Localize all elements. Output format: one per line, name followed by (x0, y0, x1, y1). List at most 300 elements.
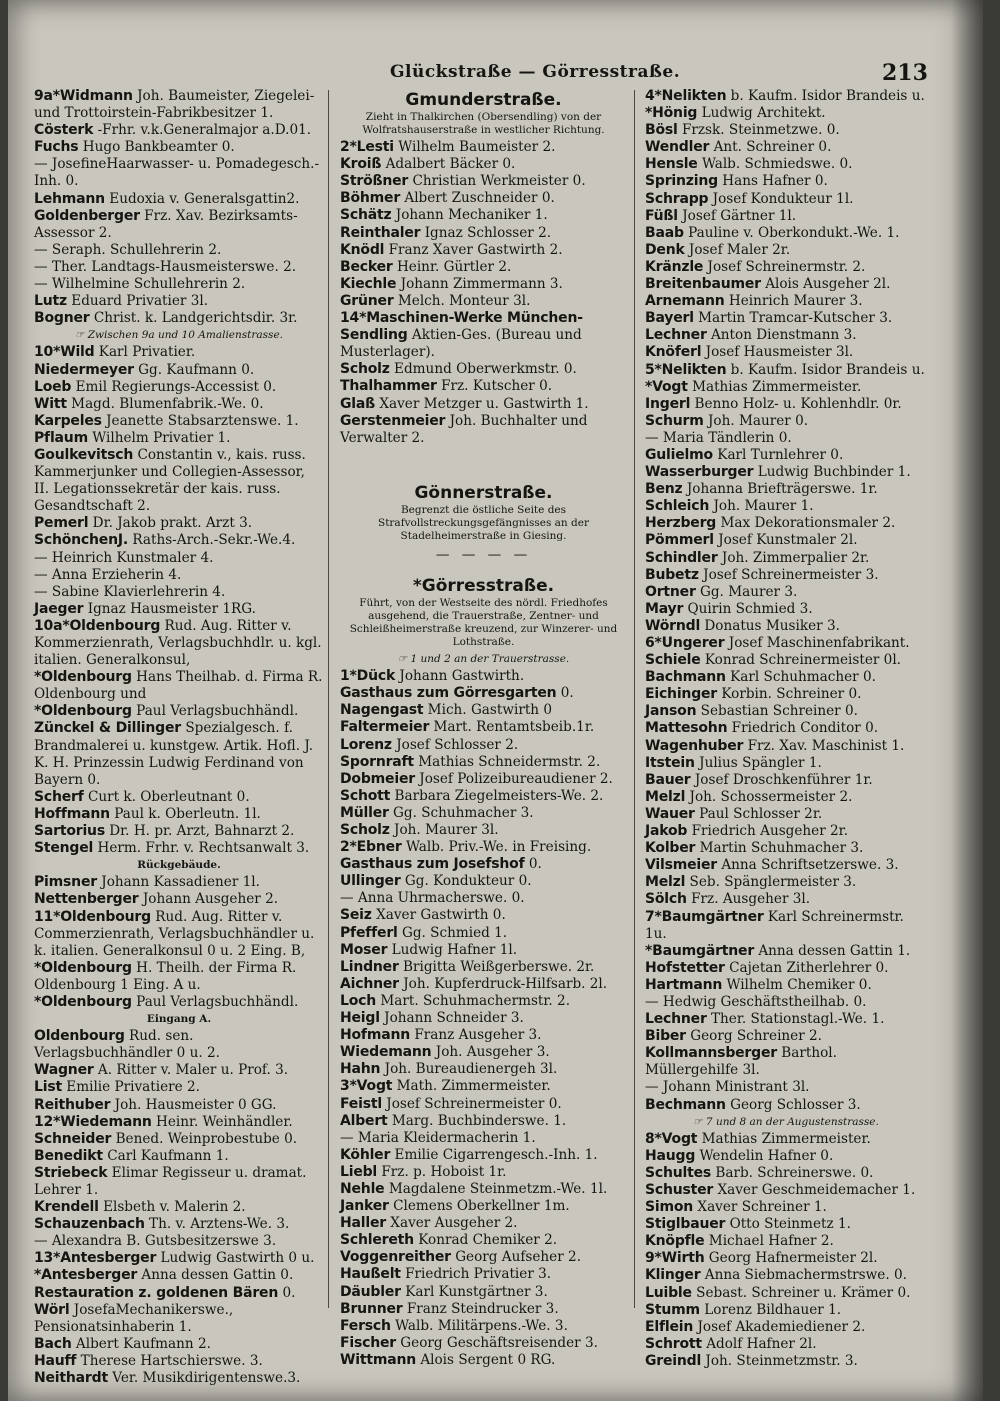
directory-entry (340, 242, 627, 259)
entry-name: *Oldenbourg (34, 993, 132, 1010)
directory-entry (645, 584, 927, 601)
entry-name: Denk (645, 241, 685, 258)
directory-entry (340, 1130, 627, 1147)
directory-entry (645, 242, 927, 259)
entry-detail: Mathias Schneidermstr. 2. (418, 753, 601, 770)
directory-entry (34, 259, 324, 276)
entry-name: Oldenbourg (34, 1028, 125, 1045)
entry-detail: Mart. Schuhmachermstr. 2. (380, 992, 571, 1009)
entry-name: Dobmeier (340, 770, 415, 787)
entry-detail: Karl Schreinermstr. 1u. (645, 908, 904, 942)
entry-name: Bachmann (645, 669, 726, 686)
entry-detail: Josef Gärtner 1l. (682, 207, 797, 224)
directory-page (8, 0, 983, 1401)
directory-entry (645, 738, 927, 755)
entry-detail: Joh. Zimmerpalier 2r. (721, 549, 870, 566)
entry-name: Itstein (645, 754, 695, 771)
entry-detail: Ignaz Hausmeister 1RG. (87, 600, 256, 617)
entry-name: Schiele (645, 652, 701, 669)
entry-detail: Wilhelm Baumeister 2. (398, 139, 556, 156)
entry-detail: Xaver Metzger u. Gastwirth 1. (379, 395, 589, 412)
directory-entry (340, 1113, 627, 1130)
entry-detail: Josef Schreinermeister 0. (386, 1095, 562, 1112)
entry-detail: Joh. Bureaudienergeh 3l. (384, 1061, 558, 1078)
entry-name: *Vogt (645, 378, 688, 395)
entry-name: Loeb (34, 378, 72, 395)
entry-detail: Albert Zuschneider 0. (404, 190, 555, 207)
directory-entry (645, 601, 927, 618)
entry-detail: Gg. Schmied 1. (401, 924, 508, 941)
subsection-label: Eingang A. (146, 1013, 212, 1026)
entry-detail: Heinrich Maurer 3. (728, 293, 863, 310)
directory-entry (645, 1353, 927, 1370)
entry-detail: Josef Kondukteur 1l. (712, 190, 854, 207)
entry-name: Füßl (645, 207, 678, 224)
directory-entry (340, 1335, 627, 1352)
entry-detail: Wendelin Hafner 0. (699, 1147, 834, 1164)
directory-entry (340, 293, 627, 310)
entry-name: Schrapp (645, 190, 709, 207)
entry-name: Ingerl (645, 395, 691, 412)
entry-detail: Xaver Schreiner 1. (697, 1199, 827, 1216)
entry-detail: Hans Theilhab. d. Firma R. Oldenbourg und (34, 669, 323, 703)
entry-name: Schrott (645, 1335, 702, 1352)
entry-name: Nagengast (340, 702, 424, 719)
directory-entry (340, 719, 627, 736)
directory-entry (340, 361, 627, 378)
directory-entry (340, 788, 627, 805)
entry-detail: Johann Mechaniker 1. (395, 207, 548, 224)
entry-detail: Ther. Stationstagl.-We. 1. (710, 1011, 885, 1028)
entry-detail: — Wilhelmine Schullehrerin 2. (34, 276, 246, 293)
entry-name: Fischer (340, 1334, 396, 1351)
directory-entry (340, 668, 627, 685)
entry-detail: Frz. p. Hoboist 1r. (381, 1163, 507, 1180)
entry-name: Wasserburger (645, 464, 754, 481)
entry-name: Schuster (645, 1182, 714, 1198)
directory-entry (34, 362, 324, 379)
directory-entry (645, 498, 927, 515)
entry-name: Cösterk (34, 122, 94, 139)
entry-name: Glaß (340, 395, 376, 412)
entry-detail: Joh. Maurer 3l. (394, 822, 499, 838)
entry-detail: H. Theilh. der Firma R. Oldenbourg 1 Eing. A u. (34, 959, 297, 993)
entry-detail: Gg. Kaufmann 0. (138, 361, 255, 378)
entry-detail: Adolf Hafner 2l. (706, 1335, 817, 1352)
directory-entry (645, 618, 927, 635)
entry-name: Hoffmann (34, 805, 110, 822)
entry-name: Knöpfle (645, 1233, 705, 1250)
directory-entry (645, 1097, 927, 1114)
entry-detail: Heinr. Weinhändler. (155, 1113, 293, 1130)
street-description: Führt, von der Westseite des nördl. Friedhofes ausgehend, die Trauerstraße, Zentner- und Schleißheimerstraße kreuzend, zur Winzerer- und Lothstraße. (349, 597, 618, 649)
entry-name: Restauration z. goldenen Bären (34, 1284, 279, 1301)
entry-detail: Martin Schuhmacher 3. (699, 840, 864, 857)
entry-detail: Josef Akademiediener 2. (697, 1318, 866, 1335)
entry-name: List (34, 1079, 62, 1096)
entry-detail: Friedrich Ausgeher 2r. (691, 823, 849, 840)
entry-name: Wagner (34, 1062, 94, 1079)
entry-name: Zünckel & Dillinger (34, 720, 181, 737)
entry-detail: Dr. H. pr. Arzt, Bahnarzt 2. (109, 823, 295, 840)
directory-entry (645, 772, 927, 789)
entry-detail: Raths-Arch.-Sekr.-We.4. (132, 532, 296, 549)
entry-name: Lorenz (340, 736, 392, 753)
entry-detail: Lorenz Bildhauer 1. (704, 1301, 842, 1318)
directory-entry (645, 857, 927, 874)
entry-name: Kolber (645, 840, 696, 857)
entry-name: Witt (34, 395, 67, 412)
directory-entry (34, 139, 324, 156)
entry-name: 7*Baumgärtner (645, 908, 764, 925)
entry-name: Böhmer (340, 190, 401, 207)
entry-detail: Karl Privatier. (98, 344, 196, 361)
entry-detail: Jeanette Stabsarztenswe. 1. (106, 412, 299, 429)
entry-name: Fuchs (34, 139, 79, 156)
entry-name: *Hönig (645, 105, 698, 122)
entry-detail: Johann Gastwirth. (399, 668, 525, 685)
directory-entry (645, 977, 927, 994)
entry-detail: Joh. Maurer 1. (713, 498, 814, 515)
directory-entry (340, 310, 627, 361)
entry-name: Hofstetter (645, 959, 725, 976)
directory-entry (340, 156, 627, 173)
directory-entry (340, 771, 627, 788)
entry-name: Wauer (645, 805, 695, 822)
entry-name: Elflein (645, 1318, 694, 1335)
directory-entry (34, 1370, 324, 1387)
entry-name: Kiechle (340, 275, 397, 292)
directory-entry (340, 1010, 627, 1027)
entry-name: Schurm (645, 412, 704, 429)
entry-detail: — Alexandra B. Gutsbesitzerswe 3. (34, 1233, 277, 1250)
entry-detail: Gg. Maurer 3. (700, 583, 798, 600)
directory-entry (340, 1284, 627, 1301)
entry-detail: Johann Kassadiener 1l. (101, 874, 260, 891)
entry-detail: Josef Droschkenführer 1r. (694, 771, 873, 788)
directory-entry (645, 652, 927, 669)
directory-entry (645, 532, 927, 549)
entry-name: Bauer (645, 771, 691, 788)
street-heading: Gönnerstraße. (414, 482, 553, 503)
entry-detail: — Heinrich Kunstmaler 4. (34, 549, 214, 566)
entry-name: Herzberg (645, 515, 717, 532)
entry-name: Striebeck (34, 1164, 108, 1181)
directory-entry (645, 225, 927, 242)
directory-entry (340, 942, 627, 959)
entry-name: Greindl (645, 1352, 702, 1369)
entry-name: Schauzenbach (34, 1216, 145, 1233)
entry-detail: Th. v. Arztens-We. 3. (149, 1216, 290, 1233)
entry-name: Feistl (340, 1095, 382, 1112)
entry-detail: Wilhelm Privatier 1. (92, 429, 231, 446)
directory-entry (645, 1079, 927, 1096)
entry-name: Aichner (340, 975, 399, 992)
entry-detail: Emilie Cigarrengesch.-Inh. 1. (394, 1146, 598, 1163)
entry-detail: Georg Geschäftsreisender 3. (400, 1334, 598, 1351)
entry-name: Wörndl (645, 617, 701, 634)
directory-entry (340, 225, 627, 242)
entry-name: Schlereth (340, 1232, 414, 1249)
column-right (645, 88, 927, 1370)
entry-name: Stengel (34, 840, 94, 857)
entry-name: Bechmann (645, 1096, 726, 1113)
entry-detail: Barb. Schreinerswe. 0. (715, 1164, 874, 1181)
entry-detail: — Anna Erzieherin 4. (34, 566, 182, 583)
entry-detail: Rud. sen. Verlagsbuchhändler 0 u. 2. (34, 1028, 220, 1062)
entry-detail: Dr. Jakob prakt. Arzt 3. (92, 515, 253, 532)
directory-entry (34, 806, 324, 823)
entry-detail: Anna Schriftsetzerswe. 3. (721, 857, 899, 874)
entry-detail: Christian Werkmeister 0. (412, 173, 586, 190)
entry-detail: Sebast. Schreiner u. Krämer 0. (696, 1284, 911, 1301)
entry-name: Kränzle (645, 258, 704, 275)
entry-name: Albert (340, 1112, 388, 1129)
entry-detail: Quirin Schmied 3. (687, 600, 813, 617)
entry-name: Lechner (645, 327, 707, 344)
entry-name: Luible (645, 1284, 692, 1301)
directory-entry (34, 344, 324, 361)
entry-detail: Barbara Ziegelmeisters-We. 2. (394, 787, 604, 804)
directory-entry (340, 839, 627, 856)
entry-name: Biber (645, 1028, 686, 1045)
entry-name: Reithuber (34, 1096, 111, 1113)
entry-detail: Friedrich Conditor 0. (731, 720, 879, 737)
entry-detail: Frz. Xav. Maschinist 1. (747, 737, 905, 754)
directory-entry (340, 856, 627, 873)
directory-entry (645, 1011, 927, 1028)
directory-entry (645, 1182, 927, 1199)
directory-entry (645, 550, 927, 567)
directory-entry (645, 720, 927, 737)
entry-detail: — Maria Tändlerin 0. (645, 429, 792, 446)
entry-detail: Ludwig Gastwirth 0 u. (160, 1250, 315, 1267)
entry-detail: Joh. Steinmetzmstr. 3. (705, 1352, 858, 1369)
entry-detail: Johann Zimmermann 3. (400, 275, 563, 292)
page-number: 213 (882, 60, 928, 86)
directory-entry (645, 891, 927, 908)
entry-detail: A. Ritter v. Maler u. Prof. 3. (97, 1062, 289, 1079)
entry-name: Hauff (34, 1352, 77, 1369)
entry-name: Janson (645, 703, 697, 720)
directory-entry (34, 88, 324, 122)
directory-entry (645, 310, 927, 327)
entry-name: Lehmann (34, 190, 105, 207)
column-divider-right (634, 90, 635, 1308)
entry-detail: Elsbeth v. Malerin 2. (103, 1199, 246, 1216)
entry-name: Wiedemann (340, 1044, 432, 1061)
directory-entry (340, 1301, 627, 1318)
entry-name: 10*Wild (34, 344, 95, 361)
entry-detail: Mich. Gastwirth 0 (427, 702, 553, 719)
entry-name: Arnemann (645, 293, 725, 310)
entry-name: Lechner (645, 1011, 707, 1028)
entry-name: 2*Ebner (340, 839, 402, 856)
directory-entry (34, 447, 324, 515)
entry-name: Voggenreither (340, 1249, 451, 1266)
directory-entry (645, 259, 927, 276)
entry-detail: Magdalene Steinmetzm.-We. 1l. (388, 1180, 608, 1197)
directory-entry (340, 976, 627, 993)
directory-entry (645, 344, 927, 361)
directory-entry (645, 1250, 927, 1267)
entry-detail: Konrad Schreinermeister 0l. (704, 652, 902, 669)
entry-name: 8*Vogt (645, 1130, 698, 1147)
directory-entry (34, 789, 324, 806)
entry-detail: Gg. Kondukteur 0. (404, 873, 532, 890)
directory-entry (34, 994, 324, 1011)
directory-entry (340, 1181, 627, 1198)
directory-entry (34, 874, 324, 891)
entry-detail: Curt k. Oberleutnant 0. (87, 788, 250, 805)
directory-entry (34, 293, 324, 310)
entry-detail: Joh. Ausgeher 3. (435, 1044, 550, 1061)
entry-detail: Ludwig Buchbinder 1. (757, 464, 911, 481)
entry-detail: Johann Schneider 3. (384, 1010, 524, 1027)
entry-detail: -Frhr. v.k.Generalmajor a.D.01. (97, 122, 312, 139)
entry-detail: Xaver Gastwirth 0. (376, 907, 506, 924)
entry-name: Karpeles (34, 412, 102, 429)
entry-name: Heigl (340, 1010, 380, 1027)
entry-detail: Heinr. Gürtler 2. (396, 258, 512, 275)
entry-detail: Johanna Briefträgerswe. 1r. (686, 481, 878, 498)
entry-detail: Mathias Zimmermeister. (701, 1130, 871, 1147)
entry-name: 4*Nelikten (645, 88, 727, 104)
entry-name: 1*Dück (340, 668, 396, 685)
subsection-label: Rückgebäude. (137, 859, 221, 872)
entry-detail: Georg Aufseher 2. (455, 1249, 582, 1266)
entry-detail: Brigitta Weißgerberswe. 2r. (403, 958, 595, 975)
pointer-note: ☞ 7 und 8 an der Augustenstrasse. (693, 1115, 879, 1128)
directory-entry (340, 1232, 627, 1249)
entry-detail: Hans Hafner 0. (722, 173, 828, 190)
entry-detail: Joh. Schossermeister 2. (689, 788, 853, 805)
entry-name: Schätz (340, 207, 392, 224)
page-header (8, 60, 983, 90)
directory-entry (34, 909, 324, 960)
directory-entry (645, 1148, 927, 1165)
directory-entry (340, 873, 627, 890)
entry-name: Strößner (340, 173, 409, 190)
entry-detail: Paul k. Oberleutn. 1l. (114, 805, 261, 822)
entry-detail: Joh. Hausmeister 0 GG. (114, 1096, 277, 1113)
entry-name: Krendell (34, 1199, 99, 1216)
directory-entry (34, 413, 324, 430)
entry-name: Hensle (645, 156, 698, 173)
entry-detail: Herm. Frhr. v. Rechtsanwalt 3. (97, 840, 310, 857)
entry-name: Moser (340, 941, 388, 958)
directory-entry (645, 515, 927, 532)
directory-entry (34, 191, 324, 208)
entry-detail: b. Kaufm. Isidor Brandeis u. (730, 361, 925, 378)
entry-name: Haller (340, 1215, 386, 1232)
entry-detail: Julius Spängler 1. (699, 754, 822, 771)
entry-name: Nehle (340, 1180, 385, 1197)
directory-entry (645, 635, 927, 652)
entry-detail: Frzsk. Steinmetzwe. 0. (681, 122, 840, 139)
entry-detail: Joh. Maurer 0. (707, 412, 809, 429)
entry-detail: Marg. Buchbinderswe. 1. (391, 1112, 567, 1129)
entry-detail: Math. Zimmermeister. (396, 1078, 551, 1095)
entry-detail: Josef Kunstmaler 2l. (718, 532, 858, 549)
directory-entry (340, 190, 627, 207)
entry-name: *Oldenbourg (34, 669, 132, 686)
directory-entry (645, 1267, 927, 1284)
entry-name: 3*Vogt (340, 1078, 393, 1095)
directory-entry (645, 1319, 927, 1336)
entry-name: Däubler (340, 1283, 401, 1300)
directory-entry (645, 1028, 927, 1045)
entry-name: Liebl (340, 1163, 378, 1180)
directory-entry (340, 754, 627, 771)
entry-name: Eichinger (645, 686, 718, 703)
entry-detail: Emilie Privatiere 2. (66, 1079, 200, 1096)
directory-entry (645, 88, 927, 105)
entry-name: Scherf (34, 788, 84, 805)
entry-name: Pimsner (34, 874, 97, 891)
entry-name: 12*Wiedemann (34, 1113, 152, 1130)
entry-detail: Elimar Regisseur u. dramat. Lehrer 1. (34, 1164, 307, 1198)
directory-entry (340, 1164, 627, 1181)
entry-name: Goldenberger (34, 207, 140, 224)
entry-name: 11*Oldenbourg (34, 908, 151, 925)
entry-name: Melzl (645, 874, 686, 891)
entry-name: Vilsmeier (645, 857, 718, 874)
entry-detail: Walb. Militärpens.-We. 3. (395, 1317, 568, 1334)
directory-entry (34, 156, 324, 190)
entry-detail: Christ. k. Landgerichtsdir. 3r. (93, 310, 298, 327)
entry-name: Schott (340, 787, 391, 804)
entry-detail: Josef Polizeibureaudiener 2. (419, 770, 613, 787)
entry-name: Knödl (340, 241, 385, 258)
directory-entry (340, 925, 627, 942)
directory-entry (34, 1165, 324, 1199)
entry-detail: Sebastian Schreiner 0. (700, 703, 858, 720)
directory-entry (645, 567, 927, 584)
directory-entry (340, 1266, 627, 1283)
directory-entry (340, 737, 627, 754)
entry-detail: Paul Verlagsbuchhändl. (136, 993, 299, 1010)
directory-entry (34, 1148, 324, 1165)
entry-name: Müller (340, 804, 389, 821)
entry-detail: Ignaz Schlosser 2. (424, 224, 552, 241)
entry-name: 9*Wirth (645, 1250, 705, 1267)
entry-name: Scholz (340, 361, 390, 378)
entry-detail: Josef Maschinenfabrikant. (728, 635, 910, 651)
spacer (340, 447, 627, 481)
directory-entry (645, 481, 927, 498)
directory-entry (645, 1045, 927, 1079)
entry-name: Jakob (645, 823, 688, 840)
directory-entry (645, 1336, 927, 1353)
directory-entry (34, 515, 324, 532)
entry-name: Wittmann (340, 1351, 416, 1368)
directory-entry (34, 1233, 324, 1250)
entry-name: Köhler (340, 1146, 391, 1163)
directory-entry (34, 1062, 324, 1079)
entry-list (340, 668, 627, 1369)
entry-detail: Edmund Oberwerkmstr. 0. (394, 361, 577, 378)
entry-name: Benz (645, 481, 683, 498)
entry-name: Pemerl (34, 515, 89, 532)
directory-entry (645, 208, 927, 225)
directory-entry (340, 702, 627, 719)
directory-entry (340, 1078, 627, 1095)
directory-entry (645, 874, 927, 891)
entry-detail: Karl Schuhmacher 0. (730, 669, 876, 686)
directory-entry (645, 379, 927, 396)
entry-name: Becker (340, 258, 393, 275)
